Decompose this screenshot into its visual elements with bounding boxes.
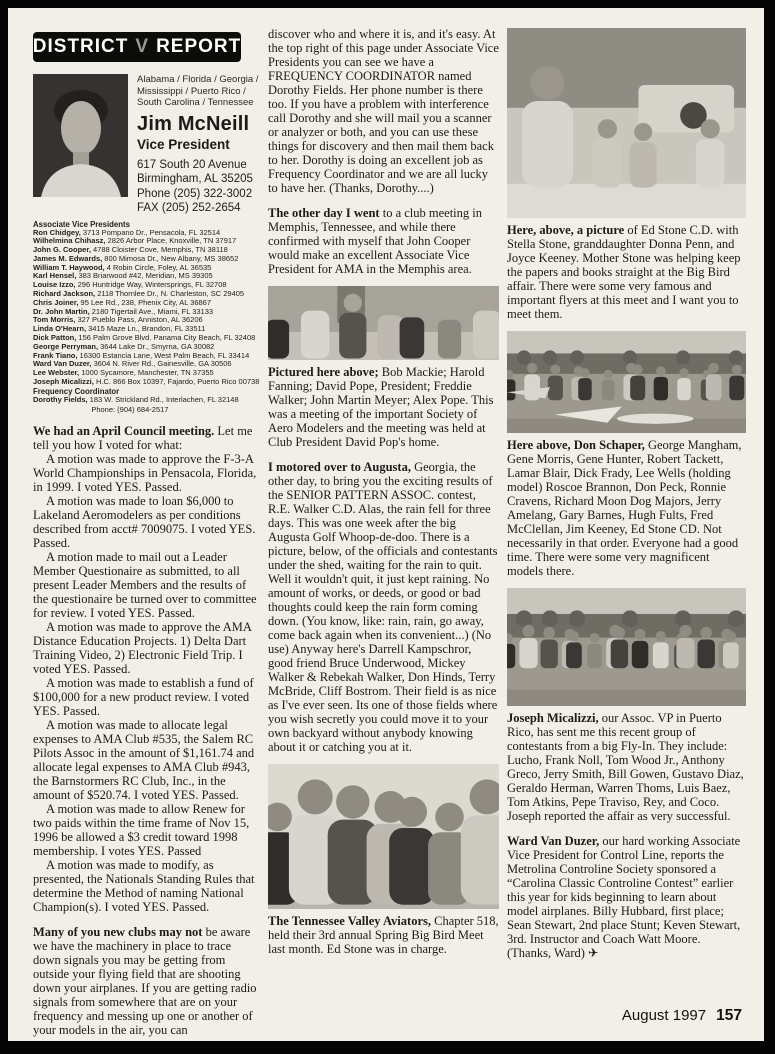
associate-vp-entry: John G. Cooper, 4788 Cloister Cove, Memphis, TN 38118 [33, 246, 228, 255]
associate-vp-entry: Linda O'Hearn, 3415 Maze Ln., Brandon, FL 33511 [33, 325, 206, 334]
vp-address [137, 158, 261, 216]
footer-date: August 1997 [621, 1007, 707, 1024]
new-clubs-paragraph: Many of you new clubs may not be aware we have the machinery in place to trace down signals you may be getting from outside your flying field that are shooting down your airplanes. If you are getting radio signals from somewhere that are on your frequency and messing up one or another of your models in the air, you can [33, 924, 257, 1037]
frequency-coordinator-phone: Phone: (904) 684-2517 [91, 404, 169, 414]
district-report-banner [33, 32, 241, 62]
associate-vp-entry: James M. Edwards, 800 Mimosa Dr., New Albany, MS 38652 [33, 254, 239, 263]
frequency-coordinator-paragraph: discover who and where it is, and it's easy. At the top right of this page under Associate Vice Presidents you can see we have a FREQUENCY COORDINATOR named Dorothy Fields. Her phone number is there too. If you have a problem with interference call Dorothy and she will mail you a scanner or analyzer or both, and you can use these things for discovery and then mail them back to her. Dorothy is doing an excellent job as Frequency Coordinator and we are all lucky to have her. (Thanks, Dorothy....) [268, 27, 499, 195]
associate-vp-entry: George Perryman, 3644 Lake Dr., Smyrna, GA 30082 [33, 342, 215, 351]
footer-page-number: 157 [716, 1007, 742, 1024]
associate-vp-entry: Lee Webster, 1000 Sycamore, Manchester, TN 37355 [33, 369, 214, 378]
page-footer [622, 1007, 742, 1025]
associate-vp-entry: Joseph Micalizzi, H.C. 866 Box 10397, Fajardo, Puerto Rico 00738 [33, 378, 260, 387]
associate-vp-entry: William T. Haywood, 4 Robin Circle, Foley, AL 36535 [33, 263, 212, 272]
associate-vp-heading: Associate Vice Presidents [33, 219, 130, 229]
column-middle [268, 27, 499, 956]
ed-stone-caption: Here, above, a picture of Ed Stone C.D. with Stella Stone, granddaughter Donna Penn, and Joyce Keeney. Mother Stone was helping keep the papers and books straight at the Big Bird affair. There were some very famous and important flyers at this meet and I want you to meet them. [507, 223, 741, 321]
vp-title: Vice President [137, 136, 230, 152]
memphis-meeting-paragraph: The other day I went to a club meeting in Memphis, Tennessee, and while there confirmed with myself that John Cooper would make an excellent Associate Vice President for AMA in the Memphis area. [268, 206, 482, 276]
associate-vp-entry: Louise Izzo, 296 Huntridge Way, Wintersprings, FL 32708 [33, 281, 227, 290]
tennessee-valley-aviators-photo [268, 764, 499, 909]
banner-word-report: REPORT [156, 36, 242, 57]
associate-vp-entry: Ward Van Duzer, 3604 N. River Rd., Gainesville, GA 30506 [33, 360, 232, 369]
motion-fund-paragraph: A motion was made to establish a fund of $100,000 for a new product review. I voted YES. Passed. [33, 675, 254, 718]
associate-vp-entry: Dr. John Martin, 2180 Tigertail Ave., Miami, FL 33133 [33, 307, 214, 316]
frequency-coordinator-name: Dorothy Fields, [33, 395, 88, 404]
don-schaper-caption: Here above, Don Schaper, George Mangham, Gene Morris, Gene Hunter, Robert Tackett, Lamar Blair, Dick Frady, Lee Wells (holding model) Roscoe Brannon, Don Peck, Ronnie Cravens, Richard Moon Dog Majors, Jerry Amelang, Gary Barnes, Hugh Fults, Fred McClellan, Jim Keeney, Ed Stone CD. Not necessarily in that order. Everyone had a good time. There were some very magnificent models there. [507, 438, 742, 578]
banner-roman-numeral-v: V [135, 36, 150, 57]
district-regions: Alabama / Florida / Georgia / Mississippi / Puerto Rico / South Carolina / Tennessee [137, 74, 259, 108]
masthead [33, 74, 261, 216]
motion-education-paragraph: A motion was made to approve the AMA Distance Education Projects. 1) Delta Dart Training Video, 2) Electronic Field Trip. I voted YES. Passed. [33, 619, 252, 676]
frequency-coordinator-address: 183 W. Strickland Rd., Interlachen, FL 32148 [87, 395, 239, 404]
associate-vp-list [33, 220, 261, 414]
frequency-coordinator-heading: Frequency Coordinator [33, 386, 120, 396]
motion-f3a-paragraph: A motion was made to approve the F-3-A World Championships in Pensacola, Florida, in 1999. I voted YES. Passed. [33, 451, 257, 494]
associate-vp-entry: Tom Morris, 327 Pueblo Pass, Anniston, AL 36206 [33, 316, 203, 325]
vp-fax: FAX (205) 252-2654 [137, 202, 241, 214]
frequency-coordinator-entry [33, 396, 261, 405]
tennessee-valley-caption: The Tennessee Valley Aviators, Chapter 518, held their 3rd annual Spring Big Bird Meet last month. Ed Stone was in charge. [268, 914, 499, 956]
motion-loan-paragraph: A motion was made to loan $6,000 to Lakeland Aeromodelers as per conditions described from acct# 7009075. I voted YES. Passed. [33, 493, 256, 550]
masthead-details [128, 74, 261, 216]
joseph-micalizzi-paragraph: Joseph Micalizzi, our Assoc. VP in Puerto Rico, has sent me this recent group of contestants from a big Fly-In. They include: Lucho, Frank Noll, Tom Wood Jr., Anthony Greco, Jerry Smith, Bill Gowen, Gustavo Diaz, Geraldo Herman, Warren Thoms, Luis Baez, Tom Atkins, Pepe Traviso, Rey, and Coco. Joseph reported the affair as very successful. [507, 711, 744, 823]
motion-renew-paragraph: A motion was made to allow Renew for two paids within the time frame of Nov 15, 1996 be allowed a $3 credit toward 1998 membership. I votes YES. Passed [33, 801, 250, 858]
memphis-meeting-photo [268, 286, 499, 360]
associate-vp-entry: Richard Jackson, 2118 Thornlee Dr., N. Charleston, SC 29405 [33, 290, 245, 299]
column-right [507, 28, 746, 960]
motion-questionaire-paragraph: A motion made to mail out a Leader Member Questionaire as submitted, to all present Leader Members and the results of the questionaire be turned over to committee for review. I voted YES. Passed. [33, 549, 257, 620]
page [8, 8, 764, 1041]
column-left [33, 32, 261, 1037]
associate-vp-entry: Karl Hensel, 383 Briarwood #42, Meridian, MS 39305 [33, 272, 213, 281]
banner-word-district: DISTRICT [32, 36, 129, 57]
ed-stone-table-photo [507, 28, 746, 218]
vp-phone: Phone (205) 322-3002 [137, 187, 253, 200]
column-left-body [33, 424, 261, 1037]
ward-van-duzer-paragraph: Ward Van Duzer, our hard working Associate Vice President for Control Line, reports the Metrolina Controline Society sponsored a “Carolina Classic Controline Contest” earlier this year for kids beginning to learn about model airplanes. Billy Hubbard, first place; Sean Stewart, 2nd place Stunt; Keven Stewart, 3rd. Instructor and Coach Watt Moore. (Thanks, Ward) ✈ [507, 834, 741, 960]
council-meeting-paragraph: We had an April Council meeting. Let me tell you how I voted for what: [33, 423, 253, 452]
motion-nationals-paragraph: A motion was made to modify, as presented, the Nationals Standing Rules that determine the Method of naming National Champion(s). I voted YES. Passed. [33, 857, 255, 914]
augusta-paragraph: I motored over to Augusta, Georgia, the other day, to bring you the exciting results of the SENIOR PATTERN ASSOC. contest, R.E. Walker C.D. Alas, the rain fell for three days. This was one week after the big Augusta Golf Whoop-de-doo. There is a picture, below, of the officials and contestants under the shed, waiting for the rain to quit. Well it wouldn't quit, it just kept raining. No amount of works, or deeds, or good or bad thoughts could keep the rain form coming down. (You know, like: rain, rain, go away, come back again when its convenient...) (No use) Anyway here's Darrell Kampschror, good friend Bruce Underwood, Mickey Walker & Rebekah Walker, Don Hinds, Terry McBride, Cliff Bostrom. Their field is as nice as I've ever seen. Its one of those fields where you wish secretly you could move it to your own backyard without anybody knowing about it or catching you at it. [268, 460, 498, 754]
associate-vp-entries [33, 229, 261, 387]
vp-name: Jim McNeill [137, 112, 250, 135]
associate-vp-entry: Ron Chidgey, 3713 Pompano Dr., Pensacola, FL 32514 [33, 228, 221, 237]
memphis-photo-caption: Pictured here above; Bob Mackie; Harold Fanning; David Pope, President; Freddie Walker; John Martin Meyer; Alex Pope. This was a meeting of the important Society of Aero Modelers and the meeting was held at Club President David Pop's home. [268, 365, 494, 449]
jim-mcneill-portrait-photo [33, 74, 128, 197]
puerto-rico-flyin-photo [507, 588, 746, 706]
motion-legal-paragraph: A motion was made to allocate legal expenses to AMA Club #535, the Salem RC Pilots Assoc in the amount of $1,161.74 and allocate legal expenses to AMA Club #943, the Barnstormers RC Club, Inc., in the amount of $520.74. I voted YES. Passed. [33, 717, 255, 802]
associate-vp-entry: Chris Joiner, 95 Lee Rd., 238, Phenix City, AL 36867 [33, 298, 212, 307]
vp-address-line2: Birmingham, AL 35205 [137, 173, 253, 185]
associate-vp-entry: Wilhelmina Chihasz, 2826 Arbor Place, Knoxville, TN 37917 [33, 237, 237, 246]
associate-vp-entry: Dick Patton, 156 Palm Grove Blvd. Panama City Beach, FL 32408 [33, 334, 256, 343]
associate-vp-entry: Frank Tiano, 16300 Estancia Lane, West Palm Beach, FL 33414 [33, 351, 250, 360]
vp-address-line1: 617 South 20 Avenue [137, 158, 247, 171]
big-bird-field-photo [507, 331, 746, 433]
